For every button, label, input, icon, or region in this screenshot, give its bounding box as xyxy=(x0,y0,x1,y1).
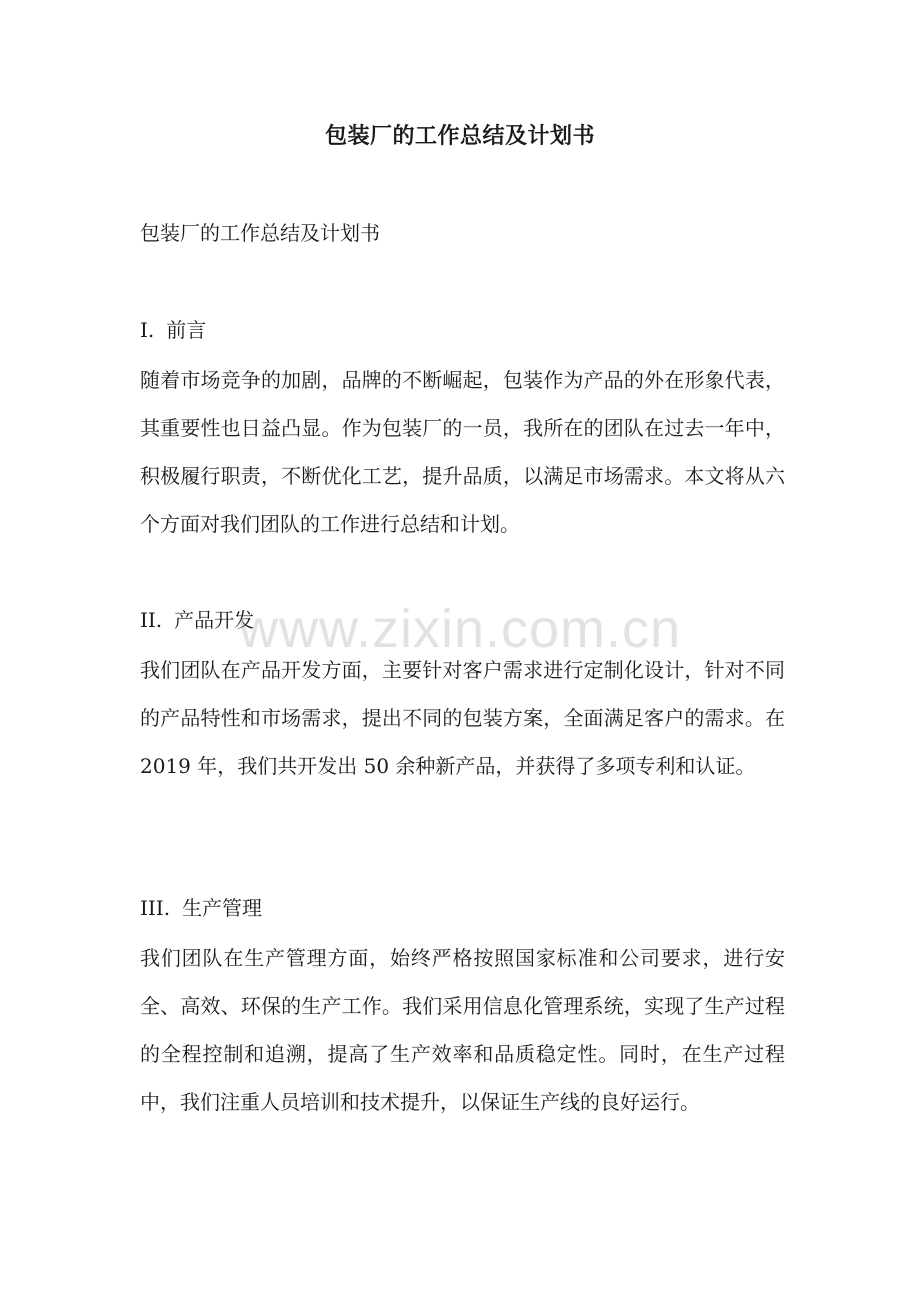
document-title: 包装厂的工作总结及计划书 xyxy=(324,123,595,149)
section-heading-text: 生产管理 xyxy=(182,896,263,920)
section-preface xyxy=(140,313,785,548)
section-body: 我们团队在生产管理方面，始终严格按照国家标准和公司要求，进行安全、高效、环保的生产工作。我们采用信息化管理系统，实现了生产过程的全程控制和追溯，提高了生产效率和品质稳定性。同时，在生产过程中，我们注重人员培训和技术提升，以保证生产线的良好运行。 xyxy=(140,946,785,1114)
section-production-management xyxy=(140,891,785,1126)
section-heading xyxy=(140,603,785,637)
section-number: II. xyxy=(140,608,163,632)
section-heading xyxy=(140,313,785,347)
section-heading-text: 前言 xyxy=(166,318,207,342)
watermark: www.zixin.com.cn xyxy=(238,599,682,659)
section-product-development xyxy=(140,603,785,790)
section-body: 随着市场竞争的加剧，品牌的不断崛起，包装作为产品的外在形象代表，其重要性也日益凸显。作为包装厂的一员，我所在的团队在过去一年中，积极履行职责，不断优化工艺，提升品质，以满足市场需求。本文将从六个方面对我们团队的工作进行总结和计划。 xyxy=(140,368,785,536)
section-heading xyxy=(140,891,785,925)
section-body: 我们团队在产品开发方面，主要针对客户需求进行定制化设计，针对不同的产品特性和市场需求，提出不同的包装方案，全面满足客户的需求。在 2019 年，我们共开发出 50 余种新产品，并获得了多项专利和认证。 xyxy=(140,658,785,778)
section-number: III. xyxy=(140,896,171,920)
section-heading-text: 产品开发 xyxy=(174,608,255,632)
section-number: I. xyxy=(140,318,155,342)
document-subtitle: 包装厂的工作总结及计划书 xyxy=(140,221,380,245)
